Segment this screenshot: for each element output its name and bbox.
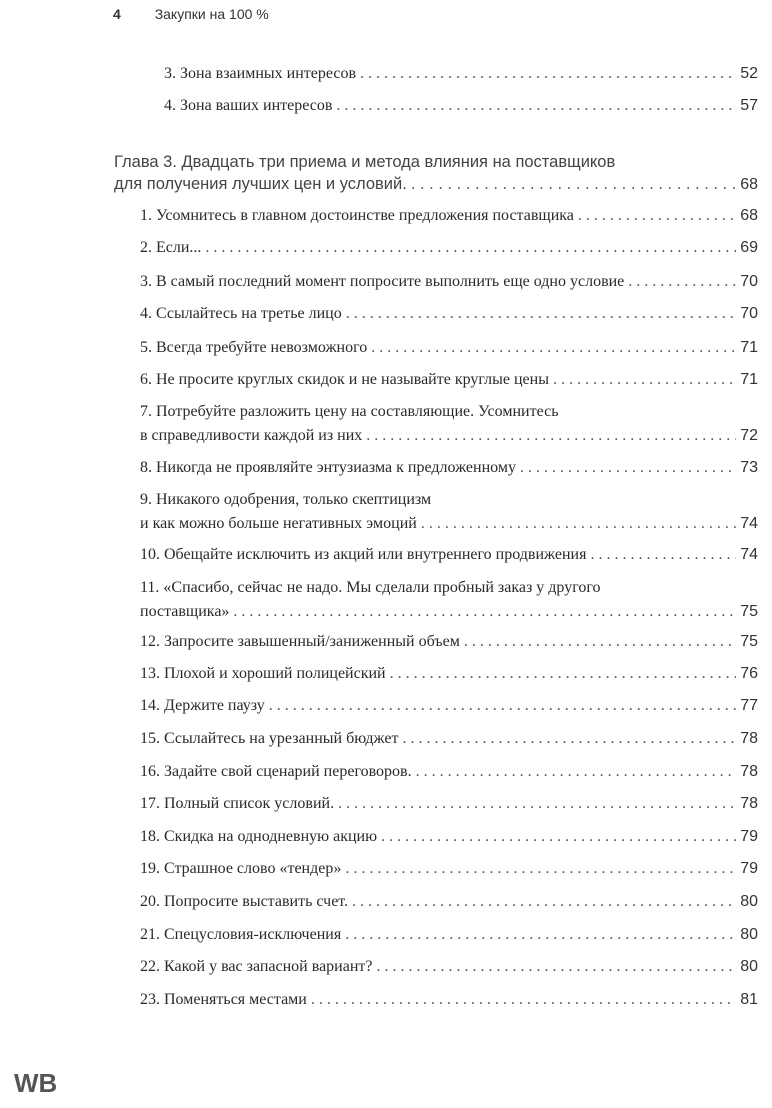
toc-entry-text: 5. Всегда требуйте невозможного [140,339,368,356]
toc-entry-text: 17. Полный список условий. [140,795,335,812]
toc-entry [140,825,758,849]
toc-entry [140,204,758,228]
toc-entry [140,488,758,536]
toc-entry-page: 79 [740,828,758,845]
toc-entry-text: 22. Какой у вас запасной вариант? [140,958,373,975]
toc-entry [140,727,758,751]
leader-dots [520,456,736,480]
leader-dots [338,792,736,816]
toc-entry-text-line1: 7. Потребуйте разложить цену на составляющие. Усомнитесь [140,403,559,420]
chapter-title-line1: Глава 3. Двадцать три приема и метода влияния на поставщиков [114,153,616,171]
toc-entry-page: 79 [740,860,758,877]
leader-dots [377,955,737,979]
toc-entry [140,890,758,914]
toc-entry-page: 75 [740,603,758,620]
leader-dots [366,424,736,448]
toc-entry-page: 78 [740,763,758,780]
toc-entry [140,336,758,360]
chapter-title-line2: для получения лучших цен и условий. [114,175,407,193]
toc-entry-text: 15. Ссылайтесь на урезанный бюджет [140,730,399,747]
toc-entry-page: 74 [740,515,758,532]
toc-entry-text: 21. Спецусловия-исключения [140,926,342,943]
toc-entry-page: 80 [740,926,758,943]
leader-dots [421,512,736,536]
toc-entry [140,368,758,392]
toc-entry [140,792,758,816]
toc-entry-text: 6. Не просите круглых скидок и не называйте круглые цены [140,371,549,388]
toc-entry-text: 4. Зона ваших интересов [164,97,333,114]
toc-entry-text: поставщика» [140,603,230,620]
leader-dots [352,890,736,914]
toc-entry [140,576,758,624]
toc-entry-text: 8. Никогда не проявляйте энтузиазма к предложенному [140,459,516,476]
toc-entry-text: 4. Ссылайтесь на третье лицо [140,305,342,322]
toc-entry-text: 19. Страшное слово «тендер» [140,860,342,877]
toc-entry-page: 71 [740,339,758,356]
toc-entry-page: 71 [740,371,758,388]
toc-entry-text: 3. В самый последний момент попросите выполнить еще одно условие [140,273,625,290]
chapter-heading [114,150,758,197]
toc-entry [140,955,758,979]
leader-dots [578,204,736,228]
toc-entry [140,400,758,448]
toc-entry-text: 10. Обещайте исключить из акций или внутреннего продвижения [140,546,587,563]
toc-entry-text: 14. Держите паузу [140,697,265,714]
toc-entry-text: и как можно больше негативных эмоций [140,515,417,532]
leader-dots [345,923,736,947]
leader-dots [360,62,736,86]
toc-entry-text: 18. Скидка на однодневную акцию [140,828,378,845]
toc-entry-page: 78 [740,795,758,812]
toc-entry-page: 75 [740,633,758,650]
toc-entry-text: в справедливости каждой из них [140,427,363,444]
toc-entry-page: 69 [740,239,758,256]
chapter-page: 68 [740,176,758,193]
leader-dots [345,857,736,881]
leader-dots [390,662,737,686]
leader-dots [371,336,736,360]
toc-entry-page: 57 [740,97,758,114]
leader-dots [381,825,736,849]
leader-dots [553,368,736,392]
toc-entry-text-line1: 9. Никакого одобрения, только скептицизм [140,491,432,508]
toc-entry-text-line1: 11. «Спасибо, сейчас не надо. Мы сделали пробный заказ у другого [140,579,601,596]
toc-entry-text: 13. Плохой и хороший полицейский [140,665,386,682]
toc-entry [140,760,758,784]
toc-entry-page: 74 [740,546,758,563]
toc-entry [140,857,758,881]
leader-dots [205,236,736,260]
toc-entry-text: 20. Попросите выставить счет. [140,893,349,910]
toc-entry [140,988,758,1012]
leader-dots [233,600,736,624]
toc-entry-page: 80 [740,893,758,910]
toc-entry [140,94,758,118]
page-number: 4 [113,6,121,22]
toc-entry [140,236,758,260]
toc-entry [140,456,758,480]
wb-watermark: WB [14,1068,58,1098]
toc-entry-page: 52 [740,65,758,82]
book-title: Закупки на 100 % [154,6,269,22]
toc-entry [140,270,758,294]
toc-entry [140,630,758,654]
toc-entry-text: 2. Если... [140,239,202,256]
toc-entry [140,923,758,947]
leader-dots [628,270,736,294]
toc-entry-page: 77 [740,697,758,714]
toc-entry [140,62,758,86]
toc-entry-page: 68 [740,207,758,224]
leader-dots [346,302,736,326]
running-header [113,6,269,22]
toc-entry-text: 1. Усомнитесь в главном достоинстве предложения поставщика [140,207,574,224]
leader-dots [590,543,736,567]
leader-dots [311,988,736,1012]
leader-dots [402,727,736,751]
toc-entry-text: 12. Запросите завышенный/заниженный объем [140,633,460,650]
leader-dots [336,94,736,118]
toc-entry-page: 78 [740,730,758,747]
toc-entry-text: 16. Задайте свой сценарий переговоров. [140,763,412,780]
toc-entry-page: 72 [740,427,758,444]
toc-entry-text: 3. Зона взаимных интересов [164,65,357,82]
toc-entry-page: 73 [740,459,758,476]
toc-entry-page: 70 [740,305,758,322]
leader-dots [416,760,737,784]
toc-entry-page: 70 [740,273,758,290]
leader-dots [464,630,736,654]
toc-entry-page: 81 [740,991,758,1008]
toc-entry-text: 23. Поменяться местами [140,991,307,1008]
toc-entry [140,543,758,567]
toc-entry-page: 76 [740,665,758,682]
toc-entry [140,662,758,686]
leader-dots [269,694,736,718]
toc-entry [140,694,758,718]
leader-dots [411,172,736,196]
toc-entry-page: 80 [740,958,758,975]
toc-entry [140,302,758,326]
